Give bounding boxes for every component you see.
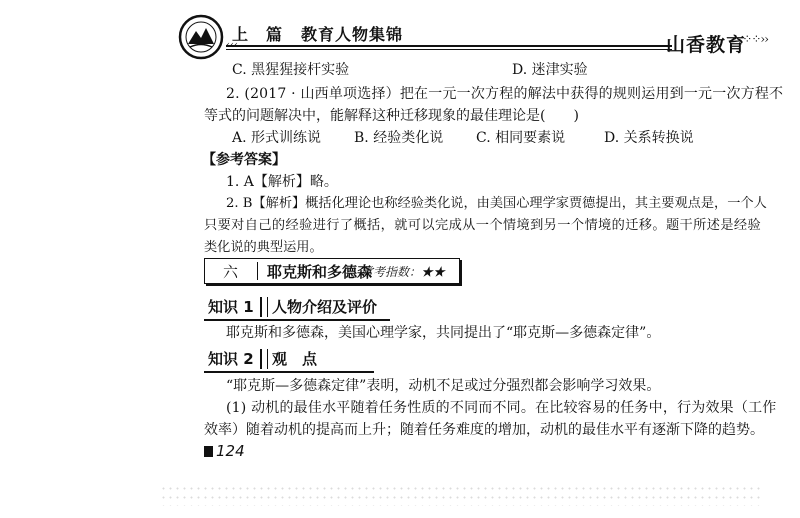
- knowledge-2-heading: [204, 348, 764, 370]
- knowledge-2-intro: “耶克斯—多德森定律”表明，动机不足或过分强烈都会影响学习效果。: [226, 378, 661, 394]
- header-part: 上 篇: [232, 25, 284, 44]
- section-divider: [257, 262, 258, 280]
- section-heading-box: [204, 258, 460, 284]
- scan-bleed-through: [160, 484, 760, 506]
- page-number: 124: [216, 442, 245, 460]
- knowledge-1-text: 耶克斯和多德森，美国心理学家，共同提出了“耶克斯—多德森定律”。: [226, 325, 661, 341]
- knowledge-1-label: 知识 1: [208, 298, 254, 316]
- header-rule-thin: [226, 49, 672, 50]
- q2-option-c: C. 相同要素说: [476, 130, 566, 146]
- knowledge-2-title: 观 点: [272, 350, 318, 368]
- knowledge-1-heading: [204, 296, 764, 318]
- section-title: 耶克斯和多德森: [267, 263, 373, 281]
- section-frequency: 常考指数：★★: [361, 265, 446, 279]
- knowledge-1-bars: [260, 297, 268, 317]
- section-number: 六: [223, 263, 239, 281]
- q1-option-c: C. 黑猩猩接杆实验: [232, 62, 350, 78]
- q2-option-a: A. 形式训练说: [232, 130, 322, 146]
- q2-stem-line1: 2. (2017 · 山西单项选择）把在一元一次方程的解法中获得的规则运用到一元一次方程不: [226, 86, 784, 102]
- q2-option-b: B. 经验类化说: [354, 130, 444, 146]
- answer-1: 1. A【解析】略。: [226, 174, 338, 190]
- header-rule: [226, 45, 672, 47]
- knowledge-2-rule: [204, 371, 374, 373]
- q2-option-d: D. 关系转换说: [604, 130, 694, 146]
- header-dots-ornament: ⁘⁘››: [742, 32, 768, 46]
- page-number-block: [204, 442, 245, 460]
- page-number-marker: [204, 446, 213, 457]
- answer-2-line1: 2. B【解析】概括化理论也称经验类化说，由美国心理学家贾德提出，其主要观点是，一个人: [226, 196, 767, 211]
- answer-2-line3: 类化说的典型运用。: [204, 240, 323, 255]
- header-arrow-ornament: ‹‹‹: [226, 40, 238, 51]
- knowledge-1-title: 人物介绍及评价: [272, 298, 378, 316]
- knowledge-2-point1-line1: (1) 动机的最佳水平随着任务性质的不同而不同。在比较容易的任务中，行为效果（工作: [226, 400, 777, 416]
- knowledge-2-bars: [260, 349, 268, 369]
- header-brand: 山香教育: [665, 34, 746, 56]
- q2-stem-line2: 等式的问题解决中，能解释这种迁移现象的最佳理论是( ): [204, 108, 579, 124]
- shanxiang-logo-icon: [178, 14, 224, 60]
- knowledge-1-rule: [204, 319, 390, 321]
- header-section: 教育人物集锦: [301, 25, 404, 44]
- knowledge-2-label: 知识 2: [208, 350, 254, 368]
- knowledge-2-point1-line2: 效率）随着动机的提高而上升；随着任务难度的增加，动机的最佳水平有逐渐下降的趋势。: [204, 422, 764, 438]
- answer-2-line2: 只要对自己的经验进行了概括，就可以完成从一个情境到另一个情境的迁移。题干所述是经验: [204, 218, 762, 233]
- header-part-section: [232, 22, 403, 45]
- answers-heading: 【参考答案】: [202, 152, 286, 168]
- q1-option-d: D. 迷津实验: [512, 62, 588, 78]
